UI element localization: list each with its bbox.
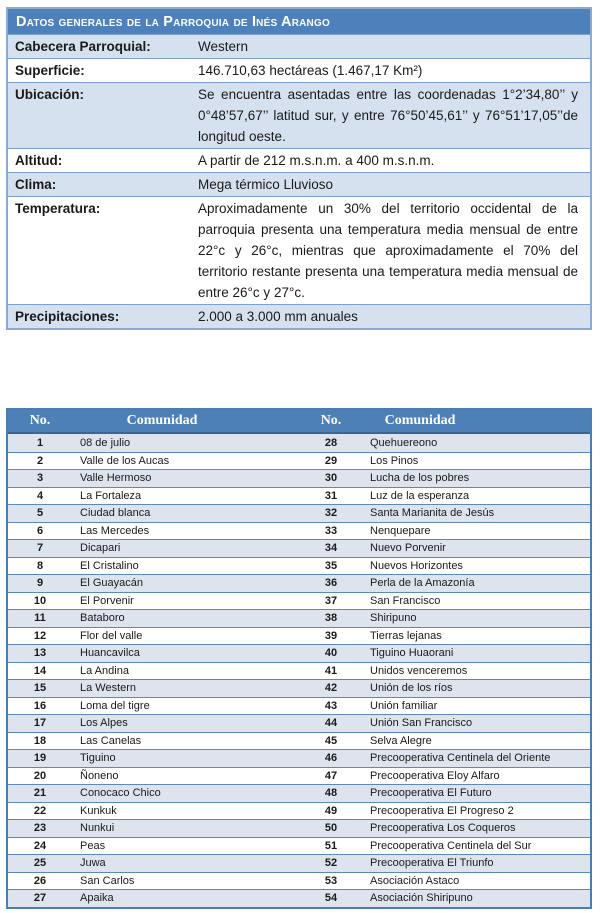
info-table-title: Datos generales de la Parroquia de Inés Arango <box>8 9 590 34</box>
community-number-right: 30 <box>324 472 338 485</box>
community-name-right: San Francisco <box>370 594 441 607</box>
community-number-left: 7 <box>36 542 44 555</box>
community-name-left: Nunkui <box>80 822 115 835</box>
community-name-left: Valle de los Aucas <box>80 454 170 467</box>
community-row <box>8 644 590 662</box>
community-number-right: 40 <box>324 647 338 660</box>
community-number-right: 39 <box>324 629 338 642</box>
community-number-right: 34 <box>324 542 338 555</box>
community-name-right: Selva Alegre <box>370 734 432 747</box>
community-number-left: 24 <box>33 839 47 852</box>
community-number-left: 14 <box>33 664 47 677</box>
info-row <box>8 82 590 148</box>
community-name-right: Precooperativa El Triunfo <box>370 857 494 870</box>
community-name-left: Peas <box>80 839 106 852</box>
community-number-left: 6 <box>36 524 44 537</box>
community-name-right: Nenquepare <box>370 524 431 537</box>
community-name-left: La Andina <box>80 664 129 677</box>
community-name-left: Valle Hermoso <box>80 472 152 485</box>
community-name-right: Precooperativa El Progreso 2 <box>370 804 514 817</box>
community-number-right: 41 <box>324 664 338 677</box>
community-name-left: La Western <box>80 682 137 695</box>
community-name-right: Tiguino Huaorani <box>370 647 454 660</box>
community-name-right: Quehuereono <box>370 436 438 449</box>
info-table-body <box>8 34 590 328</box>
header-comunidad-right: Comunidad <box>384 413 456 428</box>
community-name-right: Asociación Shiripuno <box>370 892 473 905</box>
communities-table-header-row <box>8 410 590 434</box>
community-number-left: 20 <box>33 769 47 782</box>
community-name-right: Shiripuno <box>370 612 417 625</box>
community-number-right: 33 <box>324 524 338 537</box>
community-number-left: 10 <box>33 594 47 607</box>
community-number-left: 26 <box>33 874 47 887</box>
info-row-label: Temperatura: <box>15 201 101 216</box>
community-number-right: 35 <box>324 559 338 572</box>
info-row-label: Altitud: <box>15 153 63 168</box>
info-row-value: 2.000 a 3.000 mm anuales <box>198 309 358 324</box>
community-name-right: Unión familiar <box>370 699 438 712</box>
header-no-left: No. <box>29 413 51 428</box>
community-name-left: Loma del tigre <box>80 699 150 712</box>
community-name-left: Juwa <box>80 857 106 870</box>
community-name-left: Kunkuk <box>80 804 117 817</box>
community-number-left: 5 <box>36 507 44 520</box>
header-comunidad-left: Comunidad <box>126 413 198 428</box>
info-row-value: Mega térmico Lluvioso <box>198 177 334 192</box>
info-row <box>8 58 590 82</box>
community-number-left: 25 <box>33 857 47 870</box>
community-name-right: Luz de la esperanza <box>370 489 470 502</box>
community-number-left: 23 <box>33 822 47 835</box>
community-number-left: 12 <box>33 629 47 642</box>
community-name-right: Nuevo Porvenir <box>370 542 446 555</box>
info-row-value: 146.710,63 hectáreas (1.467,17 Km²) <box>198 63 423 78</box>
community-number-right: 48 <box>324 787 338 800</box>
community-name-right: Unidos venceremos <box>370 664 468 677</box>
community-name-right: Asociación Astaco <box>370 874 460 887</box>
community-number-left: 1 <box>36 436 44 449</box>
community-name-left: Ciudad blanca <box>80 507 151 520</box>
community-name-right: Tierras lejanas <box>370 629 442 642</box>
community-number-left: 18 <box>33 734 47 747</box>
info-row-label: Superficie: <box>15 63 85 78</box>
community-name-left: Las Canelas <box>80 734 142 747</box>
community-name-left: Ñoneno <box>80 769 119 782</box>
community-number-right: 32 <box>324 507 338 520</box>
community-name-right: Precooperativa Los Coqueros <box>370 822 516 835</box>
info-row <box>8 34 590 58</box>
community-number-left: 4 <box>36 489 44 502</box>
community-name-left: Tiguino <box>80 752 116 765</box>
community-name-left: 08 de julio <box>80 436 131 449</box>
community-name-right: Santa Marianita de Jesús <box>370 507 495 520</box>
community-name-right: Precooperativa Centinela del Oriente <box>370 752 551 765</box>
community-number-left: 2 <box>36 454 44 467</box>
community-number-left: 9 <box>36 577 44 590</box>
community-row <box>8 592 590 610</box>
community-name-left: Las Mercedes <box>80 524 150 537</box>
community-row <box>8 452 590 470</box>
community-name-left: Conocaco Chico <box>80 787 161 800</box>
community-name-right: Precooperativa El Futuro <box>370 787 492 800</box>
community-number-right: 46 <box>324 752 338 765</box>
community-number-left: 8 <box>36 559 44 572</box>
info-row <box>8 148 590 172</box>
community-row <box>8 574 590 592</box>
community-number-right: 31 <box>324 489 338 502</box>
community-name-left: Dicapari <box>80 542 121 555</box>
community-row <box>8 767 590 785</box>
community-number-left: 13 <box>33 647 47 660</box>
community-name-right: Perla de la Amazonía <box>370 577 475 590</box>
communities-table-body <box>8 434 590 907</box>
community-row <box>8 627 590 645</box>
community-number-right: 37 <box>324 594 338 607</box>
community-row <box>8 749 590 767</box>
communities-table <box>6 408 592 909</box>
community-row <box>8 732 590 750</box>
community-number-left: 22 <box>33 804 47 817</box>
info-table <box>6 7 592 330</box>
info-row <box>8 172 590 196</box>
community-row <box>8 522 590 540</box>
community-number-right: 52 <box>324 857 338 870</box>
community-number-right: 42 <box>324 682 338 695</box>
community-number-right: 45 <box>324 734 338 747</box>
community-number-right: 44 <box>324 717 338 730</box>
community-number-left: 27 <box>33 892 47 905</box>
community-name-right: Precooperativa Centinela del Sur <box>370 839 532 852</box>
community-number-left: 11 <box>34 612 46 625</box>
info-row-value: Se encuentra asentadas entre las coordenadas 1°2’34,80’’ y 0°48’57,67’’ latitud sur, y entre 76°50’45,61’’ y 76°51’17,05’’de longitud oeste. <box>198 87 578 144</box>
community-number-left: 15 <box>33 682 47 695</box>
info-row-label: Cabecera Parroquial: <box>15 39 151 54</box>
community-row <box>8 609 590 627</box>
community-row <box>8 662 590 680</box>
community-name-left: La Fortaleza <box>80 489 142 502</box>
community-name-left: Apaika <box>80 892 114 905</box>
info-row <box>8 196 590 304</box>
header-no-right: No. <box>320 413 342 428</box>
info-row-value: Aproximadamente un 30% del territorio occidental de la parroquia presenta una temperatura media mensual de entre 22°c y 26°c, mientras que aproximadamente el 70% del territorio restante presenta una temperatura media mensual de entre 26°c y 27°c. <box>198 201 578 300</box>
community-name-left: Flor del valle <box>80 629 143 642</box>
info-row-label: Ubicación: <box>15 87 85 102</box>
community-name-right: Los Pinos <box>370 454 419 467</box>
community-row <box>8 889 590 907</box>
community-number-left: 19 <box>33 752 47 765</box>
community-row <box>8 487 590 505</box>
info-row-label: Clima: <box>15 177 57 192</box>
community-number-right: 29 <box>324 454 338 467</box>
community-name-left: El Cristalino <box>80 559 139 572</box>
community-name-left: Huancavilca <box>80 647 140 660</box>
community-number-right: 43 <box>324 699 338 712</box>
community-number-right: 36 <box>324 577 338 590</box>
community-row <box>8 679 590 697</box>
community-name-right: Nuevos Horizontes <box>370 559 463 572</box>
community-row <box>8 434 590 452</box>
community-number-right: 28 <box>324 436 338 449</box>
community-row <box>8 557 590 575</box>
community-row <box>8 504 590 522</box>
community-number-right: 54 <box>324 892 338 905</box>
community-row <box>8 819 590 837</box>
community-row <box>8 837 590 855</box>
community-name-right: Precooperativa Eloy Alfaro <box>370 769 500 782</box>
community-number-right: 47 <box>324 769 338 782</box>
info-row-value: A partir de 212 m.s.n.m. a 400 m.s.n.m. <box>198 153 435 168</box>
community-row <box>8 714 590 732</box>
community-name-left: Bataboro <box>80 612 125 625</box>
community-row <box>8 784 590 802</box>
community-number-right: 53 <box>324 874 338 887</box>
community-number-right: 51 <box>324 839 338 852</box>
community-number-right: 38 <box>324 612 338 625</box>
community-name-left: El Porvenir <box>80 594 134 607</box>
community-row <box>8 854 590 872</box>
community-row <box>8 539 590 557</box>
community-number-left: 17 <box>33 717 47 730</box>
info-row <box>8 304 590 328</box>
community-name-right: Unión San Francisco <box>370 717 473 730</box>
community-row <box>8 469 590 487</box>
community-number-right: 50 <box>324 822 338 835</box>
info-row-value: Western <box>198 39 249 54</box>
community-name-left: San Carlos <box>80 874 135 887</box>
community-row <box>8 697 590 715</box>
community-row <box>8 872 590 890</box>
community-name-left: Los Alpes <box>80 717 128 730</box>
community-row <box>8 802 590 820</box>
info-row-label: Precipitaciones: <box>15 309 120 324</box>
community-number-left: 16 <box>33 699 47 712</box>
community-number-left: 21 <box>33 787 47 800</box>
community-name-right: Unión de los ríos <box>370 682 453 695</box>
community-name-right: Lucha de los pobres <box>370 472 470 485</box>
community-number-right: 49 <box>324 804 338 817</box>
community-number-left: 3 <box>36 472 44 485</box>
community-name-left: El Guayacán <box>80 577 143 590</box>
